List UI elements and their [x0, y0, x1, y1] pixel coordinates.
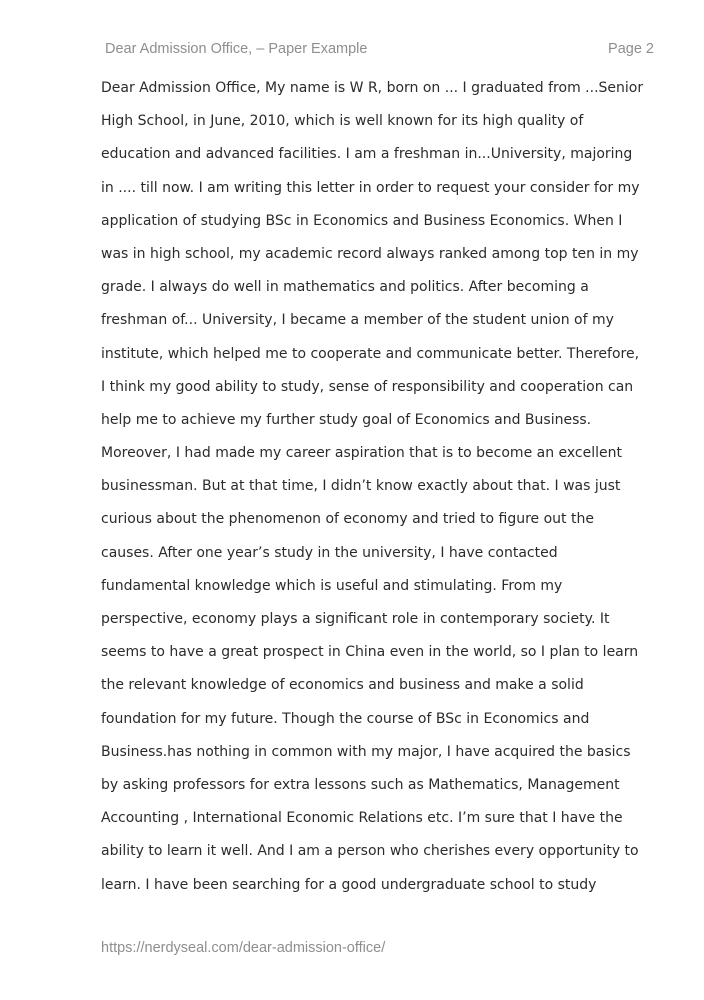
body-text-line: help me to achieve my further study goal of Economics and Business.: [101, 411, 592, 428]
body-text-line: Moreover, I had made my career aspiration that is to become an excellent: [101, 445, 623, 462]
body-text-line: foundation for my future. Though the course of BSc in Economics and: [101, 710, 590, 727]
body-text-line: application of studying BSc in Economics and Business Economics. When I: [101, 212, 623, 229]
body-text-line: freshman of... University, I became a member of the student union of my: [101, 312, 614, 329]
body-text-line: Accounting , International Economic Relations etc. I’m sure that I have the: [101, 810, 623, 827]
body-text-line: learn. I have been searching for a good undergraduate school to study: [101, 876, 597, 893]
body-text-line: institute, which helped me to cooperate and communicate better. Therefore,: [101, 345, 640, 362]
body-text-line: fundamental knowledge which is useful and stimulating. From my: [101, 577, 563, 594]
body-text-line: causes. After one year’s study in the university, I have contacted: [101, 544, 558, 561]
body-text-line: Business.has nothing in common with my major, I have acquired the basics: [101, 743, 631, 760]
body-text-line: I think my good ability to study, sense of responsibility and cooperation can: [101, 378, 634, 395]
body-text-line: businessman. But at that time, I didn’t know exactly about that. I was just: [101, 478, 621, 495]
page-number: Page 2: [608, 41, 654, 57]
body-text-line: education and advanced facilities. I am a freshman in...University, majoring: [101, 146, 633, 163]
footer-source-link[interactable]: https://nerdyseal.com/dear-admission-office/: [101, 940, 386, 956]
body-text-line: grade. I always do well in mathematics and politics. After becoming a: [101, 279, 589, 296]
body-text-line: was in high school, my academic record always ranked among top ten in my: [101, 245, 639, 262]
body-text-line: the relevant knowledge of economics and business and make a solid: [101, 677, 584, 694]
body-text-line: Dear Admission Office, My name is W R, born on ... I graduated from ...Senior: [101, 80, 644, 96]
body-text-line: seems to have a great prospect in China even in the world, so I plan to learn: [101, 644, 639, 661]
body-text-line: ability to learn it well. And I am a person who cherishes every opportunity to: [101, 843, 639, 860]
body-text-line: perspective, economy plays a significant role in contemporary society. It: [101, 611, 610, 627]
page-header-title: Dear Admission Office, – Paper Example: [105, 41, 368, 57]
body-paragraph: [101, 72, 643, 902]
body-text-line: High School, in June, 2010, which is well known for its high quality of: [101, 113, 584, 130]
body-text-line: by asking professors for extra lessons such as Mathematics, Management: [101, 776, 620, 793]
body-text-line: curious about the phenomenon of economy and tried to figure out the: [101, 511, 594, 528]
body-text-line: in .... till now. I am writing this letter in order to request your consider for my: [101, 179, 640, 196]
